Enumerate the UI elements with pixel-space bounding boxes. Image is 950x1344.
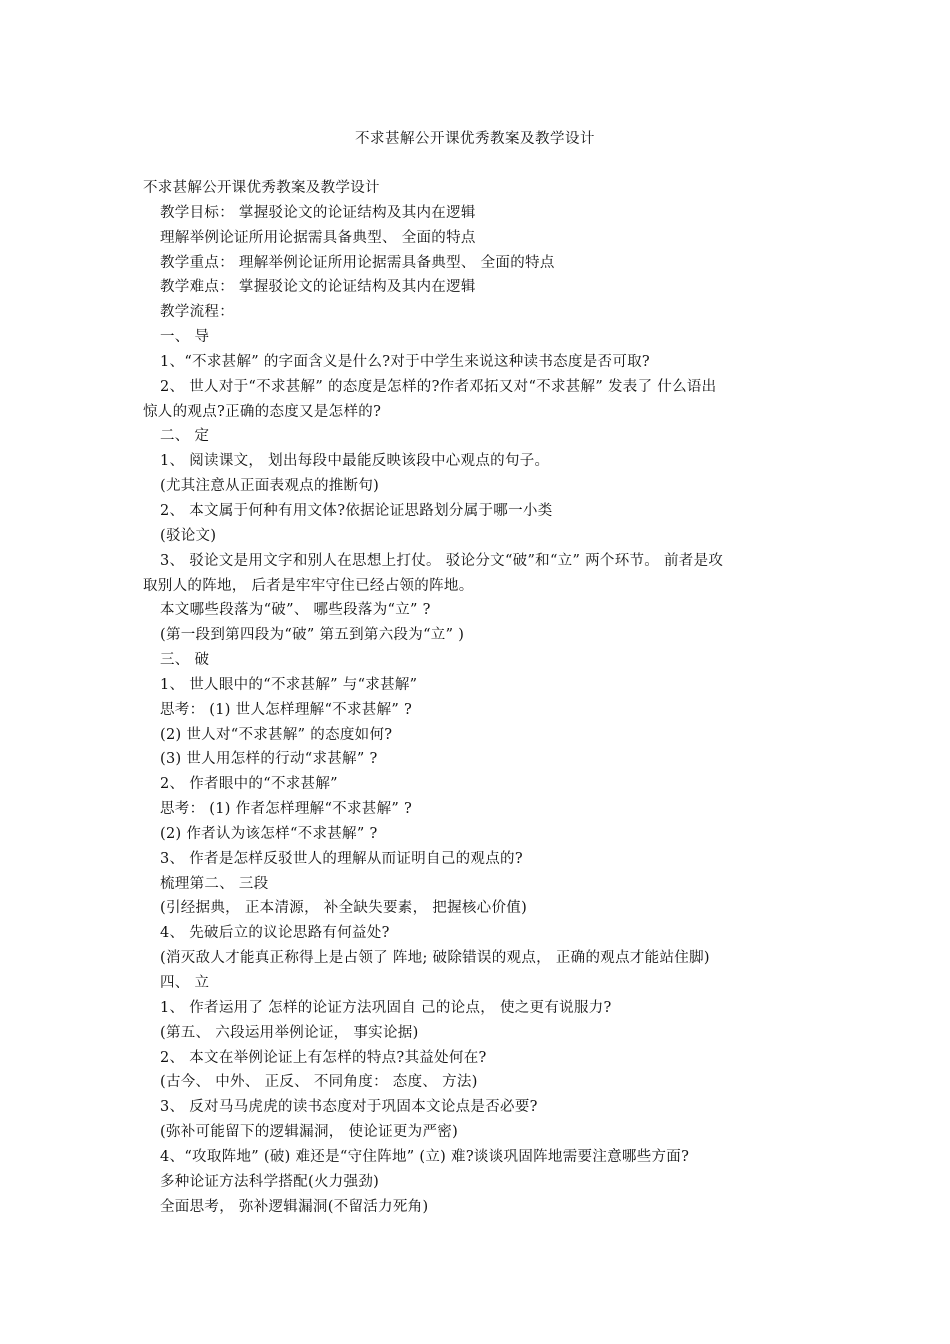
text-line: (尤其注意从正面表观点的推断句) xyxy=(160,478,380,495)
text-line: 多种论证方法科学搭配(火力强劲) xyxy=(160,1173,380,1190)
text-line: 1、 阅读课文， 划出每段中最能反映该段中心观点的句子。 xyxy=(160,453,550,470)
text-line: 二、 定 xyxy=(160,428,210,445)
text-line: 4、“攻取阵地” (破) 难还是“守住阵地” (立) 难?谈谈巩固阵地需要注意哪些方面? xyxy=(160,1148,690,1165)
text-line: 教学流程： xyxy=(160,304,234,321)
text-line: 取别人的阵地， 后者是牢牢守住已经占领的阵地。 xyxy=(143,577,474,594)
text-line: 教学难点： 掌握驳论文的论证结构及其内在逻辑 xyxy=(160,279,476,296)
text-line: (消灭敌人才能真正称得上是占领了 阵地; 破除错误的观点， 正确的观点才能站住脚) xyxy=(160,950,710,967)
text-line: (引经据典， 正本清源， 补全缺失要素， 把握核心价值) xyxy=(160,900,528,917)
text-line: (3) 世人用怎样的行动“求甚解” ? xyxy=(160,751,378,768)
text-line: 2、 本文在举例论证上有怎样的特点?其益处何在? xyxy=(160,1049,487,1066)
text-line: (古今、 中外、 正反、 不同角度： 态度、 方法) xyxy=(160,1074,478,1091)
text-line: 理解举例论证所用论据需具备典型、 全面的特点 xyxy=(160,229,476,246)
text-line: 3、 反对马马虎虎的读书态度对于巩固本文论点是否必要? xyxy=(160,1099,538,1116)
text-line: 本文哪些段落为“破”、 哪些段落为“立” ? xyxy=(160,602,431,619)
text-line: 2、 世人对于“不求甚解” 的态度是怎样的?作者邓拓又对“不求甚解” 发表了 什么语出 xyxy=(160,378,717,395)
text-line: 惊人的观点?正确的态度又是怎样的? xyxy=(143,403,382,420)
text-line: 教学目标： 掌握驳论文的论证结构及其内在逻辑 xyxy=(160,204,476,221)
document-title: 不求甚解公开课优秀教案及教学设计 xyxy=(355,131,595,147)
text-line: 不求甚解公开课优秀教案及教学设计 xyxy=(143,180,380,196)
text-line: 2、 本文属于何种有用文体?依据论证思路划分属于哪一小类 xyxy=(160,502,553,519)
text-line: (第五、 六段运用举例论证， 事实论据) xyxy=(160,1024,419,1041)
text-line: 一、 导 xyxy=(160,329,210,346)
text-line: (2) 世人对“不求甚解” 的态度如何? xyxy=(160,726,393,743)
text-line: 全面思考， 弥补逻辑漏洞(不留活力死角) xyxy=(160,1198,429,1215)
text-line: 思考： (1) 世人怎样理解“不求甚解” ? xyxy=(160,701,413,718)
text-line: (驳论文) xyxy=(160,527,217,544)
text-line: (第一段到第四段为“破” 第五到第六段为“立” ) xyxy=(160,627,465,644)
text-line: 2、 作者眼中的“不求甚解” xyxy=(160,776,338,793)
text-line: 4、 先破后立的议论思路有何益处? xyxy=(160,925,390,942)
document-body xyxy=(143,176,811,1219)
text-line: 四、 立 xyxy=(160,975,210,991)
text-line: 3、 作者是怎样反驳世人的理解从而证明自己的观点的? xyxy=(160,850,523,867)
text-line: 思考： (1) 作者怎样理解“不求甚解” ? xyxy=(160,801,413,818)
text-line: 教学重点： 理解举例论证所用论据需具备典型、 全面的特点 xyxy=(160,254,555,271)
text-line: (弥补可能留下的逻辑漏洞， 使论证更为严密) xyxy=(160,1124,459,1141)
text-line: 1、“不求甚解” 的字面含义是什么?对于中学生来说这种读书态度是否可取? xyxy=(160,353,651,370)
text-line: 3、 驳论文是用文字和别人在思想上打仗。 驳论分文“破”和“立” 两个环节。 前者是攻 xyxy=(160,552,724,569)
text-line: 1、 作者运用了 怎样的论证方法巩固自 己的论点， 使之更有说服力? xyxy=(160,999,612,1016)
text-line: 三、 破 xyxy=(160,652,210,669)
text-line: 梳理第二、 三段 xyxy=(160,875,269,892)
text-line: 1、 世人眼中的“不求甚解” 与“求甚解” xyxy=(160,676,418,693)
text-line: (2) 作者认为该怎样“不求甚解” ? xyxy=(160,825,378,842)
